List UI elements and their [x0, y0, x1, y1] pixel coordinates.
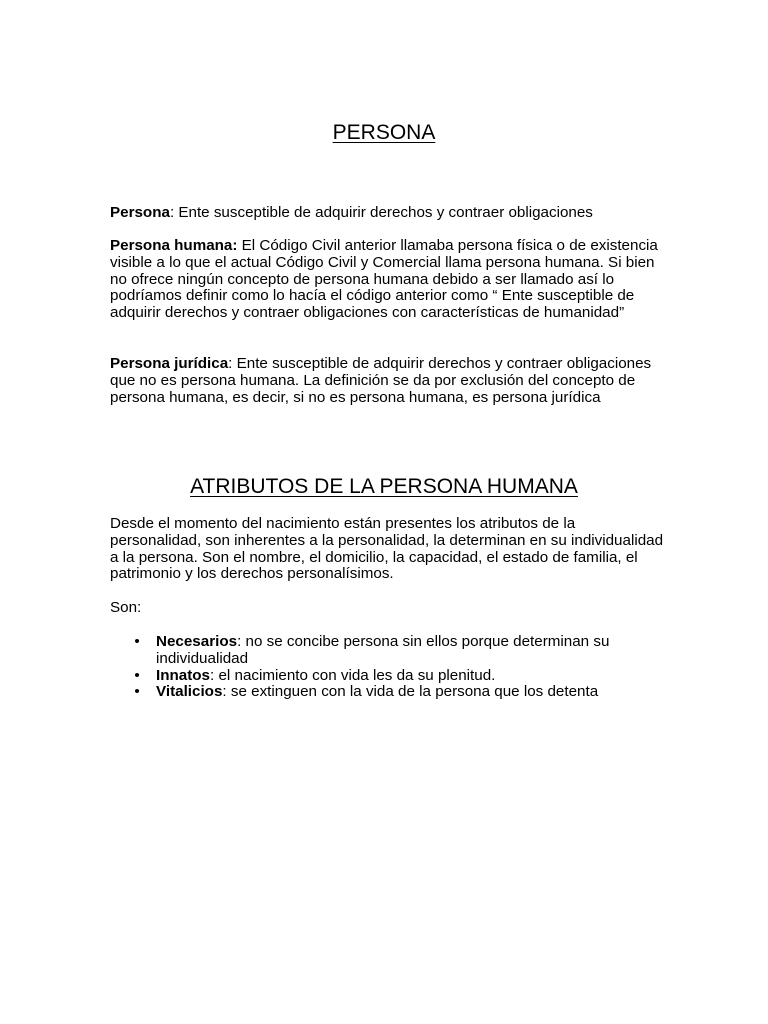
definition-persona-humana-text: El Código Civil anterior llamaba persona física o de existencia visible a lo que el actual Código Civil y Comercial llama persona humana. Si bien no ofrece ningún concepto de persona humana debido a ser llamado así lo podríamos definir como lo hacía el código anterior como “ Ente susceptible de adquirir derechos y contraer obligaciones con características de humanidad”: [110, 237, 658, 322]
term-persona-humana: Persona humana:: [110, 237, 238, 254]
bullet-icon: •: [134, 633, 140, 650]
vitalicios-text: : se extinguen con la vida de la persona que los detenta: [222, 683, 599, 701]
term-persona: Persona: [110, 204, 170, 221]
definition-persona: [110, 205, 670, 222]
son-label: Son:: [110, 599, 142, 616]
bullet-icon: •: [134, 683, 140, 701]
bullet-icon: •: [134, 666, 140, 684]
definition-persona-humana: [110, 238, 670, 322]
section-title-persona: PERSONA: [332, 121, 436, 144]
term-innatos: Innatos: [156, 666, 211, 684]
atributos-intro: Desde el momento del nacimiento están presentes los atributos de la personalidad, son inherentes a la personalidad, la determinan en su individualidad a la persona. Son el nombre, el domicilio, la capacidad, el estado de familia, el patrimonio y los derechos personalísimos.: [110, 515, 664, 583]
innatos-text: : el nacimiento con vida les da su plenitud.: [210, 666, 496, 684]
necesarios-text: : no se concibe persona sin ellos porque determinan su individualidad: [156, 633, 610, 667]
term-vitalicios: Vitalicios: [156, 683, 223, 701]
list-item-vitalicios: [110, 684, 670, 701]
definition-persona-juridica: [110, 356, 670, 406]
list-item-necesarios: [110, 634, 670, 668]
section-title-atributos: ATRIBUTOS DE LA PERSONA HUMANA: [190, 475, 578, 498]
term-persona-juridica: Persona jurídica: [110, 355, 229, 372]
definition-persona-text: : Ente susceptible de adquirir derechos y contraer obligaciones: [169, 204, 593, 221]
list-item-innatos: [110, 668, 670, 685]
atributos-list: [110, 634, 670, 701]
definition-persona-juridica-text: : Ente susceptible de adquirir derechos y contraer obligaciones que no es persona humana. La definición se da por exclusión del concepto de persona humana, es decir, si no es persona humana, es persona jurídica: [110, 355, 652, 406]
term-necesarios: Necesarios: [156, 633, 238, 650]
